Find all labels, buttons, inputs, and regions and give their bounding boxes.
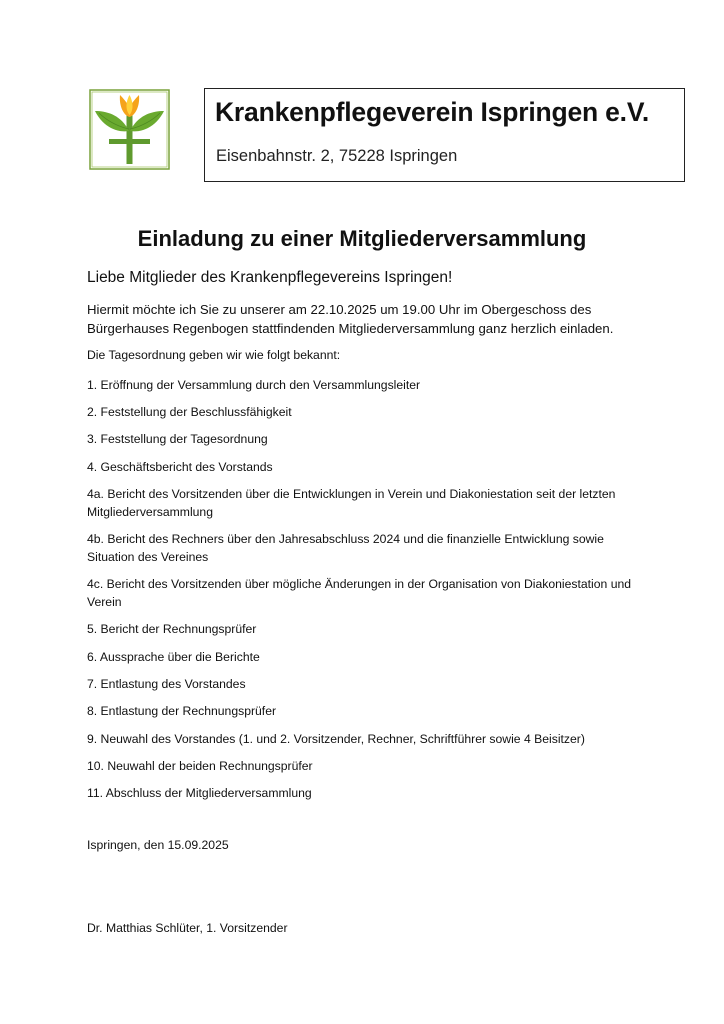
page-title: Einladung zu einer Mitgliederversammlung [137, 226, 587, 251]
greeting: Liebe Mitglieder des Krankenpflegevereins Ispringen! [87, 269, 453, 286]
agenda-item: 9. Neuwahl des Vorstandes (1. und 2. Vorsitzender, Rechner, Schriftführer sowie 4 Beisitzer) [87, 732, 585, 746]
agenda-item: 11. Abschluss der Mitgliederversammlung [87, 786, 312, 800]
signature: Dr. Matthias Schlüter, 1. Vorsitzender [87, 921, 288, 935]
agenda-item: 5. Bericht der Rechnungsprüfer [87, 622, 257, 636]
agenda-item: 2. Feststellung der Beschlussfähigkeit [87, 405, 292, 419]
agenda-item: 4b. Bericht des Rechners über den Jahresabschluss 2024 und die finanzielle Entwicklung sowie Situation des Vereines [87, 532, 604, 564]
agenda-item: 7. Entlastung des Vorstandes [87, 677, 246, 691]
letterhead-box [204, 88, 685, 182]
agenda-item: 10. Neuwahl der beiden Rechnungsprüfer [87, 759, 313, 773]
agenda-item: 4. Geschäftsbericht des Vorstands [87, 460, 273, 474]
agenda-intro: Die Tagesordnung geben wir wie folgt bekannt: [87, 348, 341, 362]
tulip-cross-logo-icon [89, 89, 170, 170]
agenda-item: 8. Entlastung der Rechnungsprüfer [87, 704, 277, 718]
agenda-item: 4a. Bericht des Vorsitzenden über die Entwicklungen in Verein und Diakoniestation seit der letzten Mitgliederversammlung [87, 487, 616, 519]
agenda-item: 6. Aussprache über die Berichte [87, 650, 260, 664]
agenda-item: 1. Eröffnung der Versammlung durch den Versammlungsleiter [87, 378, 421, 392]
organization-address: Eisenbahnstr. 2, 75228 Ispringen [216, 147, 458, 165]
place-date: Ispringen, den 15.09.2025 [87, 838, 229, 852]
intro-paragraph: Hiermit möchte ich Sie zu unserer am 22.10.2025 um 19.00 Uhr im Obergeschoss des Bürgerhauses Regenbogen stattfindenden Mitgliederversammlung ganz herzlich einladen. [87, 302, 614, 336]
agenda-item: 3. Feststellung der Tagesordnung [87, 432, 268, 446]
organization-name: Krankenpflegeverein Ispringen e.V. [215, 97, 650, 127]
agenda-item: 4c. Bericht des Vorsitzenden über mögliche Änderungen in der Organisation von Diakoniestation und Verein [87, 577, 632, 609]
